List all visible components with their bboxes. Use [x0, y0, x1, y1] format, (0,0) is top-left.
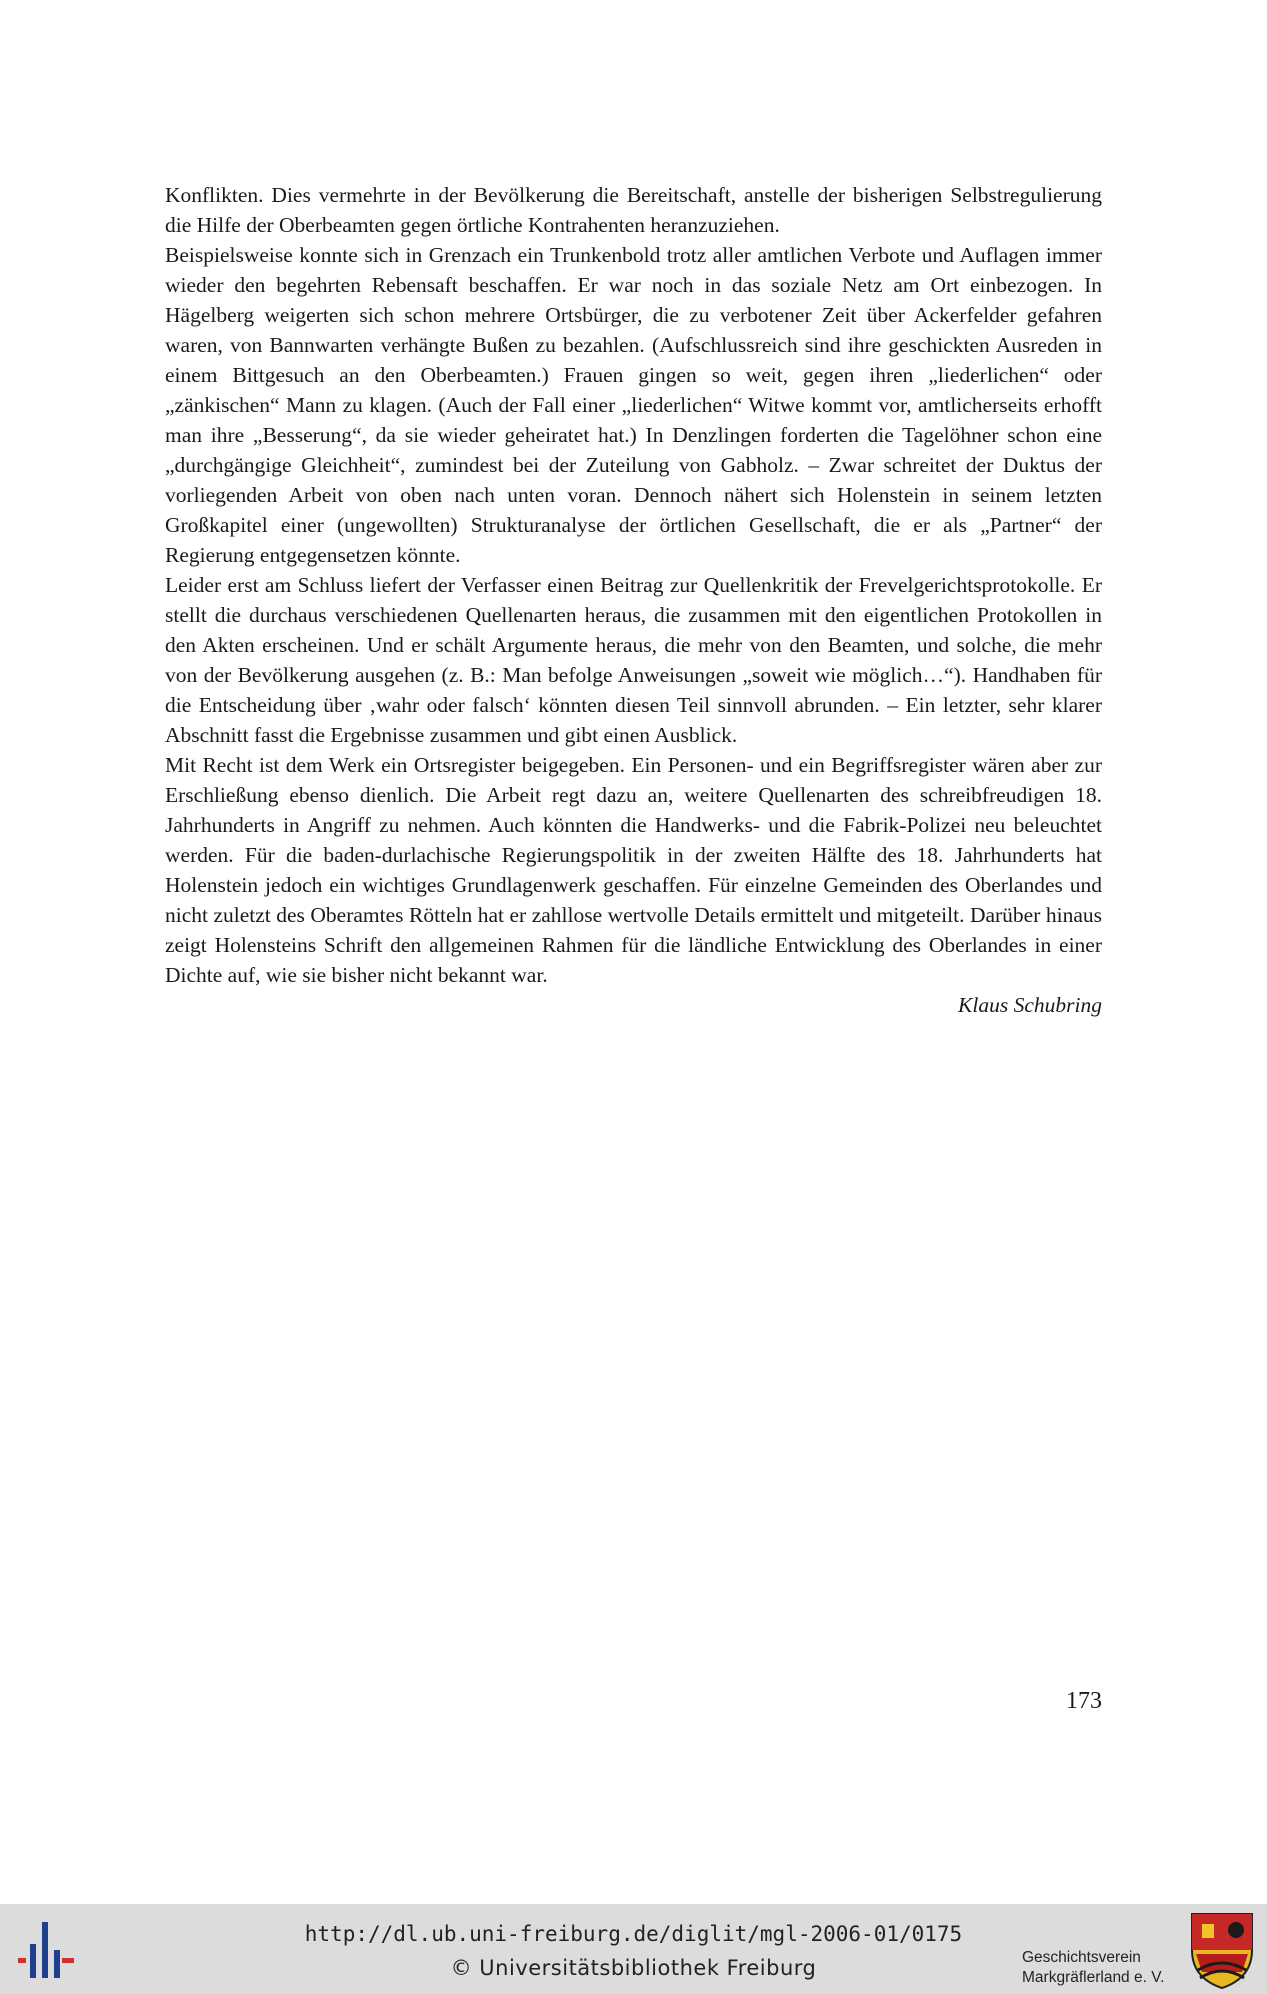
- copyright-text: © Universitätsbibliothek Freiburg: [450, 1956, 817, 1980]
- society-name: [1022, 1948, 1164, 1988]
- paragraph-3: Leider erst am Schluss liefert der Verfasser einen Beitrag zur Quellenkritik der Frevelgerichtsprotokolle. Er stellt die durchaus verschiedenen Quellenarten heraus, die zusammen mit den eigentlichen Protokollen in den Akten erscheinen. Und er schält Argumente heraus, die mehr von den Beamten, und solche, die mehr von der Bevölkerung ausgehen (z. B.: Man befolge Anweisungen „soweit wie möglich…“). Handhaben für die Entscheidung über ‚wahr oder falsch‘ könnten diesen Teil sinnvoll abrunden. – Ein letzter, sehr klarer Abschnitt fasst die Ergebnisse zusammen und gibt einen Ausblick.: [165, 573, 1102, 747]
- footer-bar: [0, 1904, 1267, 1994]
- paragraph-4: Mit Recht ist dem Werk ein Ortsregister beigegeben. Ein Personen- und ein Begriffsregister wären aber zur Erschließung ebenso dienlich. Die Arbeit regt dazu an, weitere Quellenarten des schreibfreudigen 18. Jahrhunderts in Angriff zu nehmen. Auch könnten die Handwerks- und die Fabrik-Polizei neu beleuchtet werden. Für die baden-durlachische Regierungspolitik in der zweiten Hälfte des 18. Jahrhunderts hat Holenstein jedoch ein wichtiges Grundlagenwerk geschaffen. Für einzelne Gemeinden des Oberlandes und nicht zuletzt des Oberamtes Rötteln hat er zahllose wertvolle Details ermittelt und mitgeteilt. Darüber hinaus zeigt Holensteins Schrift den allgemeinen Rahmen für die ländliche Entwicklung des Oberlandes in einer Dichte auf, wie sie bisher nicht bekannt war.: [165, 753, 1102, 987]
- author-signature: Klaus Schubring: [958, 993, 1102, 1017]
- paragraph-2: Beispielsweise konnte sich in Grenzach ein Trunkenbold trotz aller amtlichen Verbote und Auflagen immer wieder den begehrten Rebensaft beschaffen. Er war noch in das soziale Netz am Ort einbezogen. In Hägelberg weigerten sich schon mehrere Ortsbürger, die zu verbotener Zeit über Ackerfelder gefahren waren, von Bannwarten verhängte Bußen zu bezahlen. (Aufschlussreich sind ihre geschickten Ausreden in einem Bittgesuch an den Oberbeamten.) Frauen gingen so weit, gegen ihren „liederlichen“ oder „zänkischen“ Mann zu klagen. (Auch der Fall einer „liederlichen“ Witwe kommt vor, amtlicherseits erhofft man ihre „Besserung“, da sie wieder geheiratet hat.) In Denzlingen forderten die Tagelöhner schon eine „durchgängige Gleichheit“, zumindest bei der Zuteilung von Gabholz. – Zwar schreitet der Duktus der vorliegenden Arbeit von oben nach unten voran. Dennoch nähert sich Holenstein in seinem letzten Großkapitel einer (ungewollten) Strukturanalyse der örtlichen Gesellschaft, die er als „Partner“ der Regierung entgegensetzen könnte.: [165, 243, 1102, 567]
- paragraph-1: Konflikten. Dies vermehrte in der Bevölkerung die Bereitschaft, anstelle der bisherigen Selbstregulierung die Hilfe der Oberbeamten gegen örtliche Kontrahenten heranzuziehen.: [165, 183, 1102, 237]
- society-name-line2: Markgräflerland e. V.: [1022, 1969, 1165, 1986]
- society-name-line1: Geschichtsverein: [1022, 1949, 1141, 1966]
- article-body: [165, 180, 1102, 1042]
- document-url-link[interactable]: http://dl.ub.uni-freiburg.de/diglit/mgl-2006-01/0175: [304, 1922, 963, 1946]
- society-crest-icon: [1188, 1910, 1256, 1990]
- page-number: 173: [1066, 1688, 1102, 1714]
